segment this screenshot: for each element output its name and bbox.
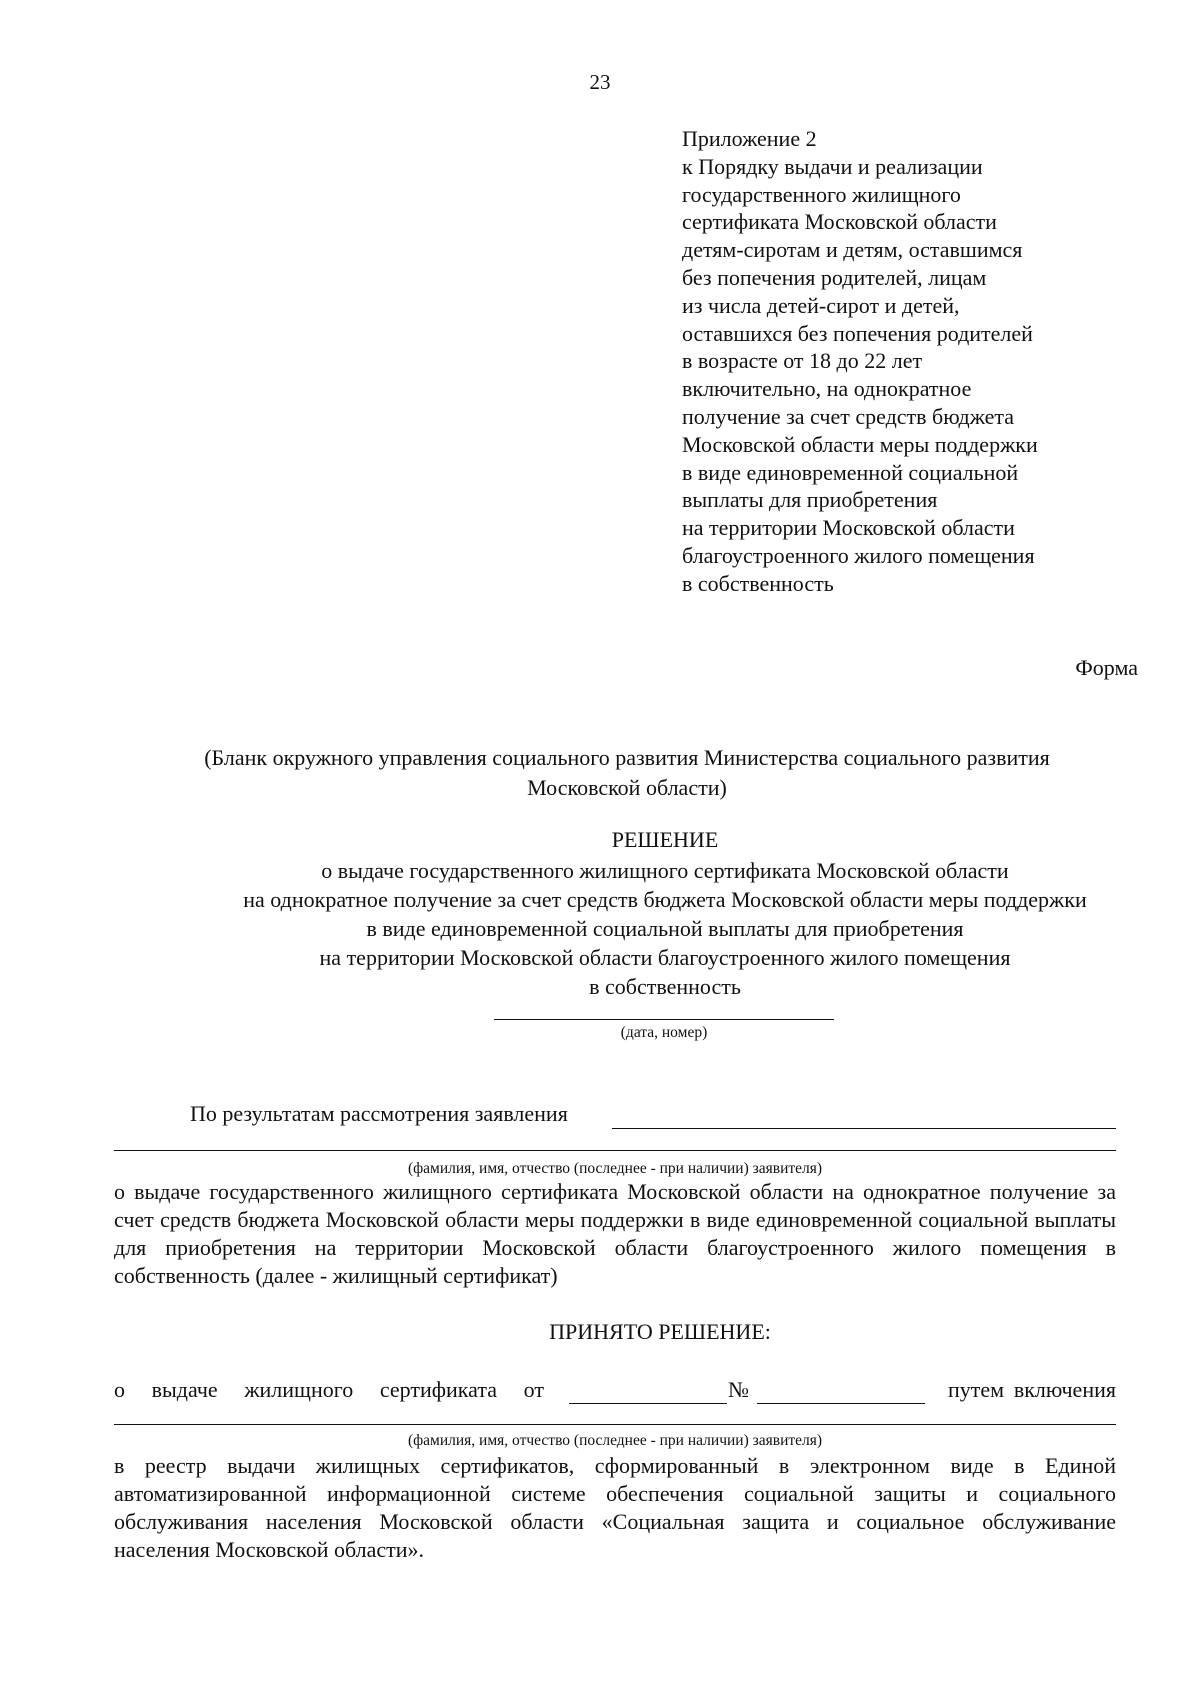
letterhead-line: Московской области) [527, 775, 727, 800]
certificate-number-field[interactable] [757, 1379, 925, 1404]
date-number-caption: (дата, номер) [620, 1024, 708, 1041]
appendix-line: выплаты для приобретения [682, 487, 938, 513]
certificate-date-field[interactable] [569, 1379, 727, 1404]
issuance-word: от [523, 1377, 544, 1402]
subtitle-line: в собственность [589, 974, 741, 999]
applicant-name-caption: (фамилия, имя, отчество (последнее - при наличии) заявителя) [407, 1160, 823, 1177]
appendix-line: без попечения родителей, лицам [682, 264, 987, 290]
appendix-line: включительно, на однократное [682, 376, 972, 402]
issuance-row [114, 1376, 1116, 1406]
application-paragraph: о выдаче государственного жилищного сертификата Московской области на однократное получение за счет средств бюджета Московской области меры поддержки в виде единовременной социальной выплаты для приобретения на территории Московской области благоустроенного жилого помещения в собственность (далее - жилищный сертификат) [114, 1179, 1116, 1288]
appendix-line: в виде единовременной социальной [682, 459, 1019, 485]
applicant-name-field[interactable] [114, 1150, 1116, 1151]
appendix-line: оставшихся без попечения родителей [682, 320, 1033, 346]
appendix-line: в собственность [682, 570, 834, 596]
subtitle-line: на однократное получение за счет средств бюджета Московской области меры поддержки [243, 887, 1087, 912]
appendix-line: на территории Московской области [682, 515, 1015, 541]
issuance-tail [948, 1376, 1116, 1404]
issuance-word: включения [1013, 1377, 1116, 1402]
appendix-line: Московской области меры поддержки [682, 431, 1038, 457]
applicant-name-caption-2: (фамилия, имя, отчество (последнее - при наличии) заявителя) [407, 1432, 823, 1449]
decision-subtitle [0, 856, 1200, 1001]
issuance-word: о [114, 1377, 125, 1402]
applicant-name-field-2[interactable] [114, 1424, 1116, 1425]
appendix-header [682, 125, 1102, 598]
application-field[interactable] [612, 1101, 1116, 1129]
appendix-line: к Порядку выдачи и реализации [682, 153, 983, 179]
decision-title: РЕШЕНИЕ [611, 827, 719, 852]
subtitle-line: в виде единовременной социальной выплаты для приобретения [366, 916, 964, 941]
appendix-line: в возрасте от 18 до 22 лет [682, 348, 923, 374]
registry-paragraph: в реестр выдачи жилищных сертификатов, сформированный в электронном виде в Единой автоматизированной информационной системе обеспечения социальной защиты и социального обслуживания населения Московской области «Социальная защита и социальное обслуживание населения Московской области». [114, 1453, 1116, 1562]
appendix-line: сертификата Московской области [682, 209, 997, 235]
page-number: 23 [589, 70, 611, 94]
subtitle-line: на территории Московской области благоустроенного жилого помещения [319, 945, 1011, 970]
issuance-lead [114, 1376, 544, 1404]
issuance-word: жилищного [244, 1377, 354, 1402]
issuance-word: путем [948, 1377, 1005, 1402]
appendix-line: из числа детей-сирот и детей, [682, 292, 960, 318]
appendix-line: получение за счет средств бюджета [682, 403, 1015, 429]
number-sign: № [728, 1377, 749, 1402]
appendix-line: государственного жилищного [682, 181, 961, 207]
decision-heading: ПРИНЯТО РЕШЕНИЕ: [549, 1319, 771, 1344]
letterhead-note [0, 743, 1200, 803]
appendix-line: Приложение 2 [682, 126, 817, 151]
letterhead-line: (Бланк окружного управления социального развития Министерства социального развития [204, 745, 1050, 770]
form-label: Форма [1075, 655, 1138, 680]
date-number-field[interactable] [494, 1019, 834, 1020]
appendix-line: благоустроенного жилого помещения [682, 542, 1035, 568]
review-text: По результатам рассмотрения заявления [190, 1101, 568, 1126]
subtitle-line: о выдаче государственного жилищного сертификата Московской области [321, 858, 1009, 883]
appendix-line: детям-сиротам и детям, оставшимся [682, 237, 1023, 263]
issuance-word: сертификата [379, 1377, 497, 1402]
issuance-word: выдаче [151, 1377, 218, 1402]
